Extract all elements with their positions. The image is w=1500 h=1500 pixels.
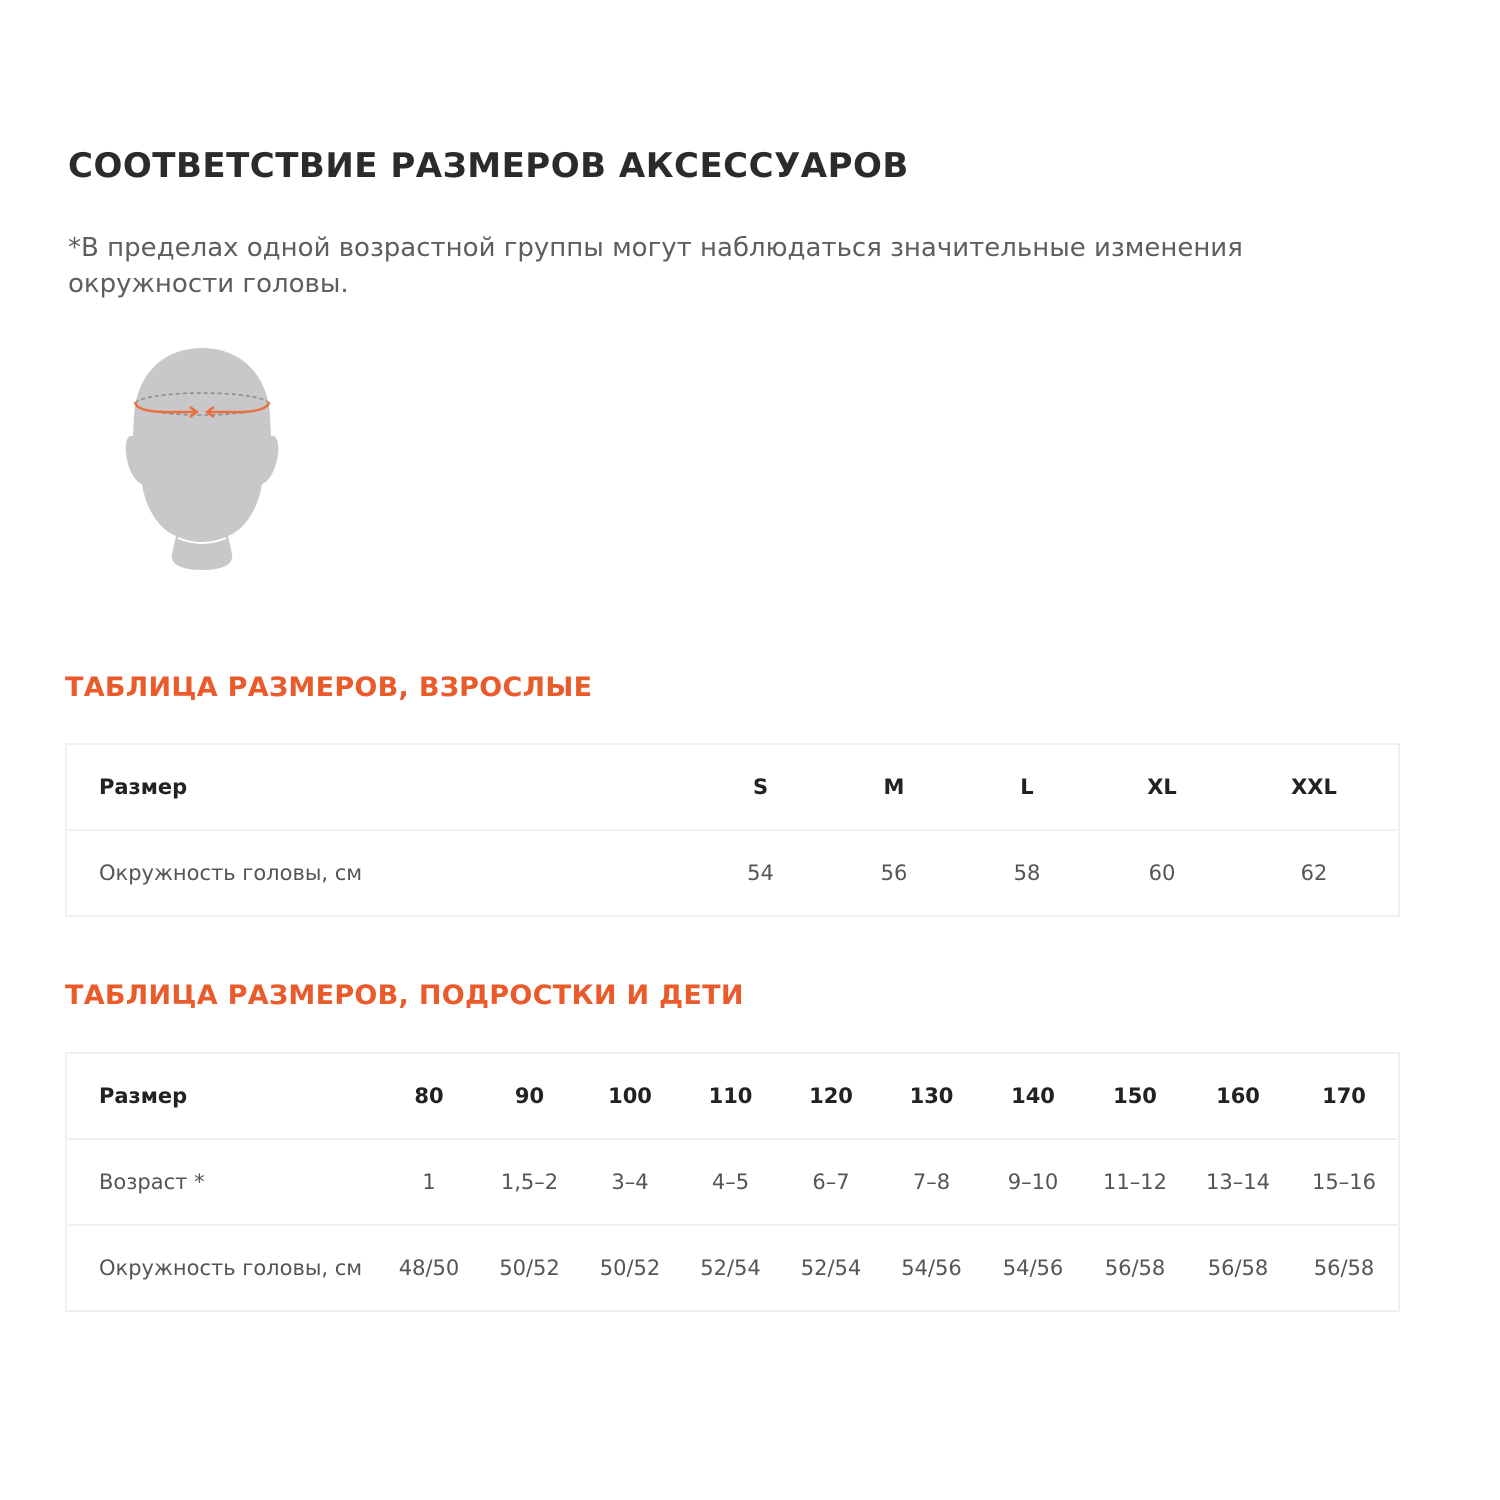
adult-size-table	[65, 743, 1400, 917]
table-header-row	[66, 744, 1399, 830]
size-label: Размер	[66, 744, 693, 830]
size-cell: 160	[1186, 1053, 1290, 1139]
size-cell: S	[693, 744, 828, 830]
size-label: Размер	[66, 1053, 379, 1139]
head-circumference-label: Окружность головы, см	[99, 1256, 363, 1280]
table-cell: 56/58	[1207, 1256, 1269, 1280]
table-cell: 54/56	[1002, 1256, 1064, 1280]
size-cell: 110	[680, 1053, 781, 1139]
head-size-note: *В пределах одной возрастной группы могут наблюдаться значительные изменения окружности головы.	[68, 233, 1243, 299]
size-cell: 150	[1084, 1053, 1186, 1139]
table-cell: 56	[880, 861, 908, 885]
size-cell: 120	[781, 1053, 881, 1139]
size-cell: 100	[580, 1053, 680, 1139]
table-cell: 52/54	[800, 1256, 862, 1280]
table-cell: 1	[379, 1139, 479, 1225]
size-cell: 140	[982, 1053, 1084, 1139]
kids-table-title: ТАБЛИЦА РАЗМЕРОВ, ПОДРОСТКИ И ДЕТИ	[65, 980, 744, 1011]
table-cell: 50/52	[499, 1256, 560, 1280]
size-cell: 80	[379, 1053, 479, 1139]
table-cell: 1,5–2	[479, 1139, 580, 1225]
table-row	[66, 830, 1399, 916]
table-cell: 4–5	[680, 1139, 781, 1225]
table-cell: 3–4	[580, 1139, 680, 1225]
age-label: Возраст *	[66, 1139, 379, 1225]
size-cell: 170	[1290, 1053, 1399, 1139]
table-cell: 13–14	[1186, 1139, 1290, 1225]
table-header-row	[66, 1053, 1399, 1139]
size-cell: 90	[479, 1053, 580, 1139]
page-title: СООТВЕТСТВИЕ РАЗМЕРОВ АКСЕССУАРОВ	[68, 146, 909, 186]
table-cell: 9–10	[982, 1139, 1084, 1225]
size-cell: L	[960, 744, 1094, 830]
table-cell: 7–8	[881, 1139, 982, 1225]
size-cell: XXL	[1230, 744, 1399, 830]
size-cell: XL	[1094, 744, 1230, 830]
adult-table-title: ТАБЛИЦА РАЗМЕРОВ, ВЗРОСЛЫЕ	[65, 672, 593, 703]
table-cell: 54/56	[901, 1256, 962, 1280]
table-cell: 15–16	[1290, 1139, 1399, 1225]
table-cell: 52/54	[700, 1256, 761, 1280]
table-cell: 58	[1013, 861, 1041, 885]
table-row	[66, 1139, 1399, 1225]
table-cell: 56/58	[1104, 1256, 1166, 1280]
table-cell: 56/58	[1313, 1256, 1375, 1280]
kids-size-table	[65, 1052, 1400, 1312]
size-cell: 130	[881, 1053, 982, 1139]
table-cell: 6–7	[781, 1139, 881, 1225]
table-cell: 62	[1300, 861, 1328, 885]
table-cell: 54	[747, 861, 774, 885]
table-cell: 50/52	[599, 1256, 661, 1280]
head-circumference-label: Окружность головы, см	[99, 861, 363, 885]
head-silhouette	[126, 348, 279, 570]
table-cell: 48/50	[398, 1256, 460, 1280]
head-measurement-icon	[120, 340, 285, 575]
size-cell: M	[828, 744, 960, 830]
table-cell: 60	[1148, 861, 1176, 885]
table-row	[66, 1225, 1399, 1311]
table-cell: 11–12	[1084, 1139, 1186, 1225]
